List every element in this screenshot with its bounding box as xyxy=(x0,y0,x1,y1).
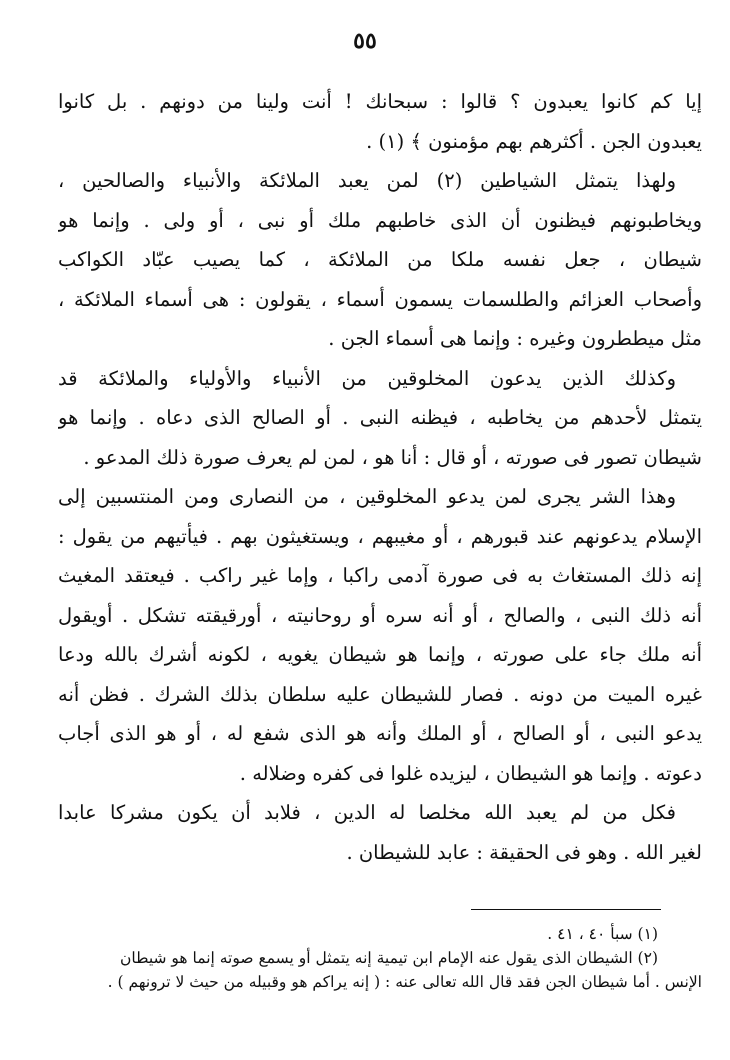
paragraph xyxy=(58,161,702,359)
paragraph xyxy=(58,793,702,872)
text-line: أنه ذلك النبى ، والصالح ، أو أنه سره أو روحانيته ، أورقيقته تشكل . أويقول xyxy=(58,603,702,627)
body-text xyxy=(58,82,702,872)
paragraph xyxy=(58,82,702,161)
text-line: ولهذا يتمثل الشياطين (٢) لمن يعبد الملائكة والأنبياء والصالحين ، xyxy=(58,169,676,192)
text-line: وكذلك الذين يدعون المخلوقين من الأنبياء والأولياء والملائكة قد xyxy=(58,366,676,390)
text-line: وهذا الشر يجرى لمن يدعو المخلوقين ، من النصارى ومن المنتسبين إلى xyxy=(58,485,676,508)
text-line: ويخاطبونهم فيظنون أن الذى خاطبهم ملك أو نبى ، أو ولى . وإنما هو xyxy=(58,208,702,232)
text-line: يدعو النبى ، أو الصالح ، أو الملك وأنه هو الذى شفع له ، أو هو الذى أجاب xyxy=(58,722,702,745)
paragraph xyxy=(58,477,702,793)
text-line: أنه ملك جاء على صورته ، وإنما هو شيطان يغويه ، لكونه أشرك بالله ودعا xyxy=(58,643,702,666)
text-line: الإسلام يدعونهم عند قبورهم ، أو مغيبهم ، ويستغيثون بهم . فيأتيهم من يقول : xyxy=(58,524,702,548)
text-line: وأصحاب العزائم والطلسمات يسمون أسماء ، يقولون : هى أسماء الملائكة ، xyxy=(58,287,702,311)
text-line: يعبدون الجن . أكثرهم بهم مؤمنون ﴾ (١) . xyxy=(366,129,702,153)
page-number: ٥٥ xyxy=(353,28,377,54)
paragraph xyxy=(58,359,702,478)
text-line: إيا كم كانوا يعبدون ؟ قالوا : سبحانك ! أنت ولينا من دونهم . بل كانوا xyxy=(58,90,702,113)
text-line: شيطان ، جعل نفسه ملكا من الملائكة ، كما يصيب عبّاد الكواكب xyxy=(58,248,702,271)
text-line: مثل ميططرون وغيره : وإنما هى أسماء الجن . xyxy=(328,327,702,350)
text-line: يتمثل لأحدهم من يخاطبه ، فيظنه النبى . أو الصالح الذى دعاه . وإنما هو xyxy=(58,406,702,429)
text-line: لغير الله . وهو فى الحقيقة : عابد للشيطان . xyxy=(346,840,702,864)
text-line: إنه ذلك المستغاث به فى صورة آدمى راكبا ، وإما غير راكب . فيعتقد المغيث xyxy=(58,564,702,587)
text-line: غيره الميت من دونه . فصار للشيطان عليه سلطان بذلك الشرك . فظن أنه xyxy=(58,682,702,706)
footnotes xyxy=(58,922,702,994)
footnote: (١) سبأ ٤٠ ، ٤١ . xyxy=(547,925,658,943)
text-line: فكل من لم يعبد الله مخلصا له الدين ، فلابد أن يكون مشركا عابدا xyxy=(58,801,676,824)
text-line: دعوته . وإنما هو الشيطان ، ليزيده غلوا فى كفره وضلاله . xyxy=(239,761,702,785)
footnote-divider xyxy=(471,909,661,910)
text-line: شيطان تصور فى صورته ، أو قال : أنا هو ، لمن لم يعرف صورة ذلك المدعو . xyxy=(83,445,702,469)
footnote: (٢) الشيطان الذى يقول عنه الإمام ابن تيمية إنه يتمثل أو يسمع صوته إنما هو شيطان xyxy=(120,949,658,967)
footnote: الإنس . أما شيطان الجن فقد قال الله تعالى عنه : ( إنه يراكم هو وقبيله من حيث لا ترونهم ) . xyxy=(107,973,702,991)
